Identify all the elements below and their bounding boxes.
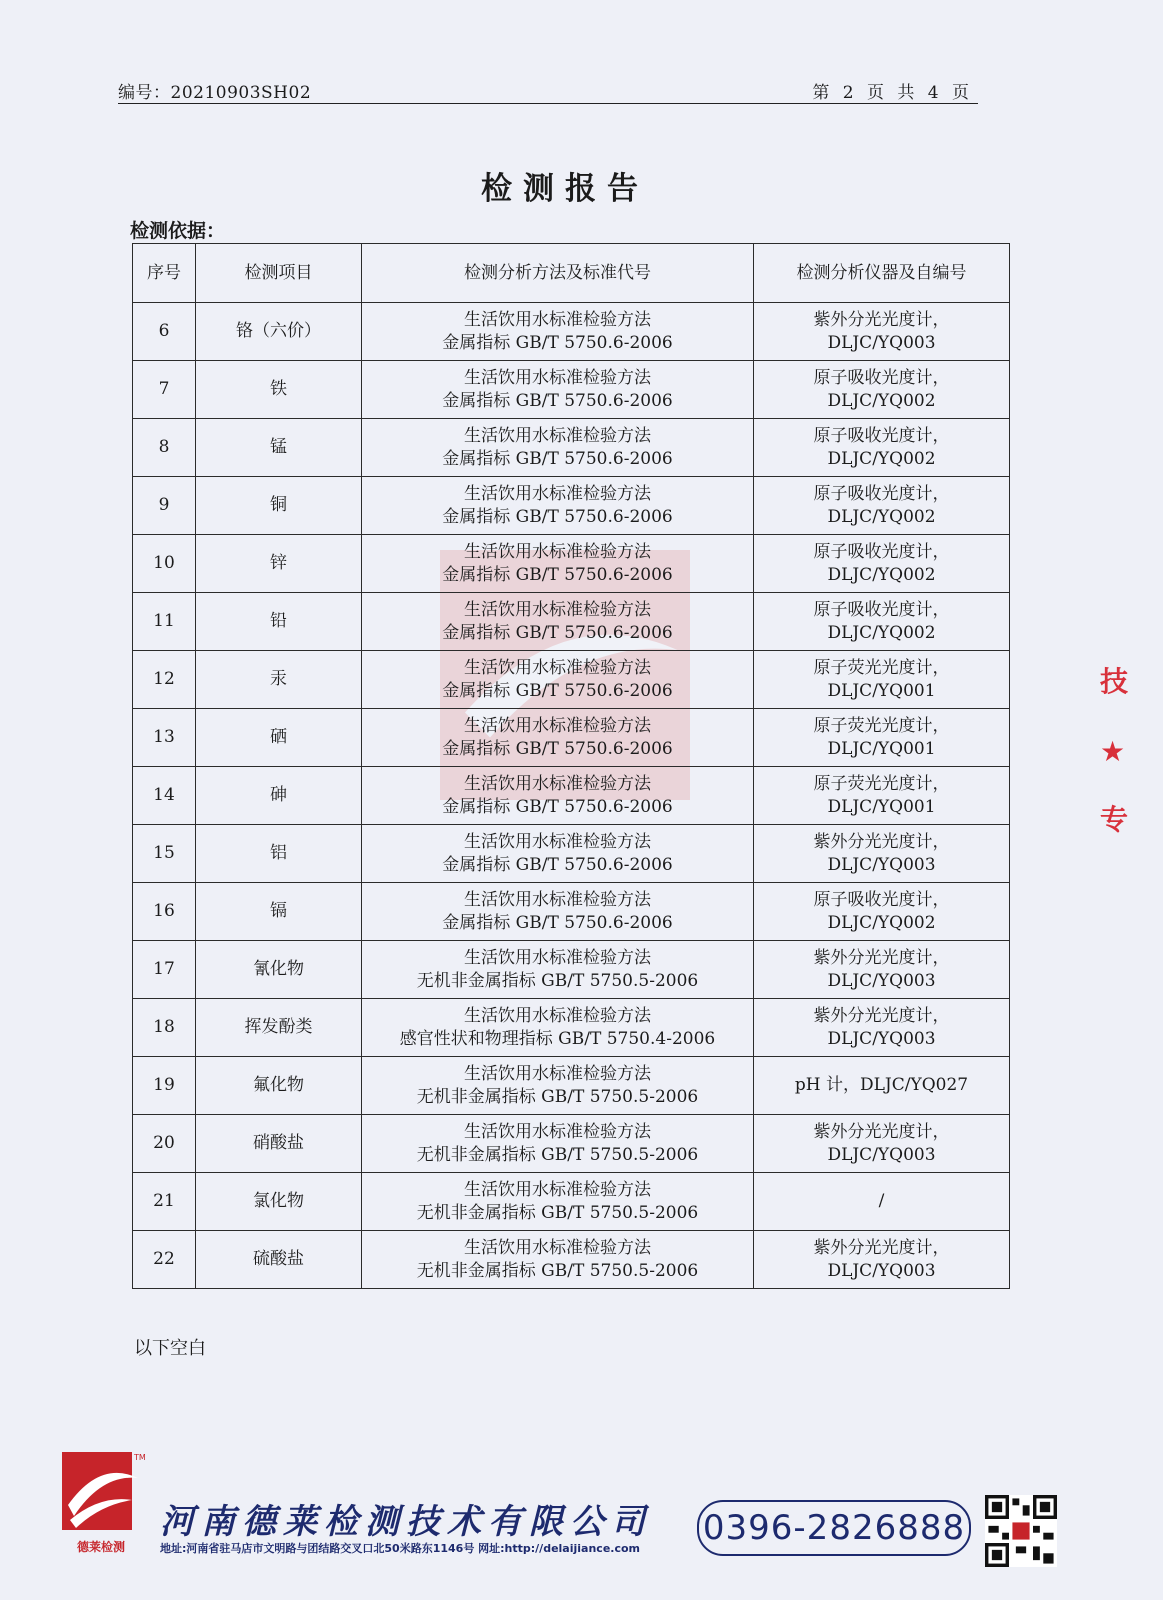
seal-char: 专 [1100,803,1129,836]
cell-no [133,1057,196,1115]
cell-method [362,303,754,361]
table-row [133,535,1010,593]
cell-method [362,477,754,535]
cell-item-line: 锰 [270,437,287,457]
cell-instrument-line: DLJC/YQ003 [827,1260,936,1281]
report-title: 检测报告 [481,171,649,207]
cell-no-line: 22 [153,1249,175,1269]
cell-instrument-line: 原子吸收光度计， [813,889,950,910]
cell-instrument-line: 紫外分光光度计， [813,831,950,852]
cell-item [196,1173,362,1231]
cell-instrument [754,941,1010,999]
cell-method-line: 无机非金属指标 GB/T 5750.5-2006 [416,1202,699,1223]
cell-method [362,999,754,1057]
cell-no-line: 6 [158,321,170,341]
cell-instrument-line: 原子吸收光度计， [813,425,950,446]
cell-instrument-line: 紫外分光光度计， [813,309,950,330]
cell-no-line: 12 [153,669,175,689]
table-row [133,999,1010,1057]
cell-method-line: 金属指标 GB/T 5750.6-2006 [442,564,673,585]
cell-item-line: 铅 [270,611,287,631]
cell-method [362,419,754,477]
cell-instrument-line: 紫外分光光度计， [813,947,950,968]
cell-method-line: 生活饮用水标准检验方法 [464,309,651,330]
cell-instrument-line: 原子荧光光度计， [813,715,950,736]
cell-instrument-line: 紫外分光光度计， [813,1005,950,1026]
table-row [133,1231,1010,1289]
table-row [133,1173,1010,1231]
cell-instrument-line: pH 计，DLJC/YQ027 [794,1075,969,1095]
cell-instrument-line: DLJC/YQ003 [827,1028,936,1049]
cell-method [362,883,754,941]
table-row [133,941,1010,999]
table-header-row [133,244,1010,303]
cell-instrument [754,535,1010,593]
cell-no [133,419,196,477]
cell-no [133,1231,196,1289]
col-header-instrument: 检测分析仪器及自编号 [754,244,1010,303]
cell-no [133,999,196,1057]
cell-instrument [754,303,1010,361]
table-body [133,303,1010,1289]
cell-instrument-line: DLJC/YQ001 [827,680,936,701]
cell-no [133,477,196,535]
cell-no-line: 19 [153,1075,175,1095]
test-basis-table [132,243,1010,1289]
cell-item [196,593,362,651]
cell-method-line: 无机非金属指标 GB/T 5750.5-2006 [416,970,699,991]
cell-method-line: 无机非金属指标 GB/T 5750.5-2006 [416,1144,699,1165]
table-row [133,419,1010,477]
cell-method-line: 金属指标 GB/T 5750.6-2006 [442,448,673,469]
cell-method-line: 生活饮用水标准检验方法 [464,367,651,388]
cell-item-line: 铬（六价） [236,321,321,341]
section-label: 检测依据： [130,220,226,242]
cell-item-line: 挥发酚类 [244,1017,313,1037]
logo-caption: 德莱检测 [76,1540,125,1554]
page-indicator: 第 2 页 共 4 页 [812,83,973,103]
cell-no [133,1173,196,1231]
cell-item [196,941,362,999]
cell-item-line: 氰化物 [253,959,304,979]
cell-no [133,593,196,651]
cell-item [196,1057,362,1115]
cell-item-line: 硒 [270,727,287,747]
cell-method-line: 生活饮用水标准检验方法 [464,541,651,562]
cell-method-line: 生活饮用水标准检验方法 [464,425,651,446]
table-row [133,593,1010,651]
cell-instrument [754,1115,1010,1173]
cell-item-line: 铝 [270,843,287,863]
company-phone: 0396-2826888 [697,1500,971,1556]
cell-no [133,1115,196,1173]
cell-no-line: 14 [153,785,175,805]
cell-no-line: 8 [158,437,170,457]
cell-method-line: 生活饮用水标准检验方法 [464,1121,651,1142]
cell-item [196,303,362,361]
cell-method-line: 生活饮用水标准检验方法 [464,889,651,910]
cell-method-line: 无机非金属指标 GB/T 5750.5-2006 [416,1260,699,1281]
cell-no-line: 17 [153,959,175,979]
cell-no-line: 21 [153,1191,175,1211]
cell-method-line: 金属指标 GB/T 5750.6-2006 [442,912,673,933]
cell-method-line: 金属指标 GB/T 5750.6-2006 [442,680,673,701]
cell-item-line: 砷 [270,785,287,805]
cell-method [362,1231,754,1289]
cell-method-line: 金属指标 GB/T 5750.6-2006 [442,390,673,411]
cell-no [133,535,196,593]
cell-item-line: 铜 [270,495,287,515]
cell-instrument-line: DLJC/YQ002 [827,564,936,585]
cell-instrument-line: 原子吸收光度计， [813,367,950,388]
cell-no [133,941,196,999]
cell-instrument [754,999,1010,1057]
cell-no-line: 9 [158,495,170,515]
cell-item [196,883,362,941]
cell-instrument-line: DLJC/YQ002 [827,506,936,527]
cell-item-line: 硝酸盐 [253,1133,304,1153]
cell-method [362,1115,754,1173]
company-name: 河南德莱检测技术有限公司 [160,1502,652,1542]
cell-instrument-line: DLJC/YQ003 [827,970,936,991]
company-logo-icon [60,1450,146,1552]
cell-instrument [754,709,1010,767]
col-header-no: 序号 [133,244,196,303]
cell-method-line: 生活饮用水标准检验方法 [464,1237,651,1258]
cell-method [362,593,754,651]
cell-no [133,883,196,941]
cell-method-line: 生活饮用水标准检验方法 [464,831,651,852]
table-row [133,651,1010,709]
cell-instrument-line: DLJC/YQ003 [827,1144,936,1165]
cell-method-line: 生活饮用水标准检验方法 [464,483,651,504]
col-header-item: 检测项目 [196,244,362,303]
cell-method-line: 生活饮用水标准检验方法 [464,773,651,794]
cell-item-line: 硫酸盐 [253,1249,304,1269]
cell-method-line: 金属指标 GB/T 5750.6-2006 [442,332,673,353]
cell-instrument-line: DLJC/YQ002 [827,448,936,469]
cell-instrument [754,419,1010,477]
cell-method [362,767,754,825]
cell-no-line: 11 [153,611,175,631]
cell-method-line: 金属指标 GB/T 5750.6-2006 [442,854,673,875]
cell-item [196,477,362,535]
cell-instrument-line: / [878,1191,885,1211]
report-number: 编号：20210903SH02 [118,83,312,103]
cell-item-line: 汞 [270,669,287,689]
cell-no [133,709,196,767]
cell-item [196,535,362,593]
cell-no [133,825,196,883]
cell-instrument [754,825,1010,883]
cell-item [196,999,362,1057]
table-row [133,1115,1010,1173]
cell-method-line: 生活饮用水标准检验方法 [464,947,651,968]
cell-instrument-line: 原子荧光光度计， [813,773,950,794]
cell-method-line: 金属指标 GB/T 5750.6-2006 [442,738,673,759]
cell-method [362,709,754,767]
cell-method-line: 生活饮用水标准检验方法 [464,715,651,736]
cell-no [133,361,196,419]
cell-item [196,419,362,477]
cell-item [196,825,362,883]
cell-no-line: 16 [153,901,175,921]
cell-instrument [754,593,1010,651]
cell-method [362,825,754,883]
cell-instrument-line: DLJC/YQ003 [827,332,936,353]
cell-no-line: 10 [153,553,175,573]
header-divider [118,103,978,104]
cell-item [196,361,362,419]
cell-method [362,1057,754,1115]
cell-instrument [754,883,1010,941]
col-header-method: 检测分析方法及标准代号 [362,244,754,303]
cell-no [133,767,196,825]
cell-instrument [754,1057,1010,1115]
cell-item [196,1231,362,1289]
cell-instrument-line: DLJC/YQ001 [827,796,936,817]
cell-method-line: 生活饮用水标准检验方法 [464,1005,651,1026]
cell-method [362,651,754,709]
cell-instrument-line: 紫外分光光度计， [813,1237,950,1258]
cell-instrument-line: DLJC/YQ002 [827,390,936,411]
seal-char: 技 [1100,665,1129,698]
cell-instrument [754,767,1010,825]
cell-no [133,303,196,361]
table-row [133,477,1010,535]
cell-method [362,361,754,419]
cell-item-line: 氯化物 [253,1191,304,1211]
cell-instrument-line: 原子吸收光度计， [813,599,950,620]
cell-no-line: 13 [153,727,175,747]
cell-item-line: 氟化物 [253,1075,304,1095]
cell-method-line: 生活饮用水标准检验方法 [464,599,651,620]
cell-instrument-line: DLJC/YQ001 [827,738,936,759]
cell-instrument [754,361,1010,419]
cell-instrument [754,1173,1010,1231]
cell-instrument [754,477,1010,535]
cell-instrument-line: 紫外分光光度计， [813,1121,950,1142]
table-row [133,767,1010,825]
cell-method [362,535,754,593]
cell-no-line: 7 [158,379,170,399]
cell-instrument-line: DLJC/YQ003 [827,854,936,875]
cell-method-line: 无机非金属指标 GB/T 5750.5-2006 [416,1086,699,1107]
table-row [133,709,1010,767]
cell-instrument-line: 原子吸收光度计， [813,483,950,504]
cell-no-line: 20 [153,1133,175,1153]
seal-star-icon: ★ [1100,735,1126,768]
table-row [133,883,1010,941]
cell-method-line: 金属指标 GB/T 5750.6-2006 [442,622,673,643]
cell-item [196,651,362,709]
cell-method-line: 生活饮用水标准检验方法 [464,1063,651,1084]
cell-no-line: 18 [153,1017,175,1037]
cell-instrument-line: 原子吸收光度计， [813,541,950,562]
cell-method-line: 生活饮用水标准检验方法 [464,1179,651,1200]
cell-item-line: 铁 [270,379,287,399]
cell-no-line: 15 [153,843,175,863]
cell-method-line: 金属指标 GB/T 5750.6-2006 [442,506,673,527]
cell-method [362,1173,754,1231]
cell-instrument-line: DLJC/YQ002 [827,622,936,643]
table-row [133,1057,1010,1115]
cell-instrument [754,651,1010,709]
cell-no [133,651,196,709]
cell-item [196,767,362,825]
cell-item-line: 镉 [270,901,287,921]
qr-code-icon [985,1495,1057,1567]
cell-method [362,941,754,999]
table-row [133,825,1010,883]
svg-text:TM: TM [134,1453,146,1462]
table-row [133,361,1010,419]
cell-item [196,1115,362,1173]
cell-method-line: 生活饮用水标准检验方法 [464,657,651,678]
cell-instrument-line: 原子荧光光度计， [813,657,950,678]
cell-method-line: 感官性状和物理指标 GB/T 5750.4-2006 [399,1028,716,1049]
table-row [133,303,1010,361]
company-address: 地址:河南省驻马店市文明路与团结路交叉口北50米路东1146号 网址:http://delaijiance.com [160,1542,640,1555]
cell-instrument-line: DLJC/YQ002 [827,912,936,933]
cell-item-line: 锌 [270,553,287,573]
cell-instrument [754,1231,1010,1289]
riding-seal-stamp [1100,650,1140,855]
blank-below-note: 以下空白 [134,1338,206,1359]
cell-item [196,709,362,767]
cell-method-line: 金属指标 GB/T 5750.6-2006 [442,796,673,817]
